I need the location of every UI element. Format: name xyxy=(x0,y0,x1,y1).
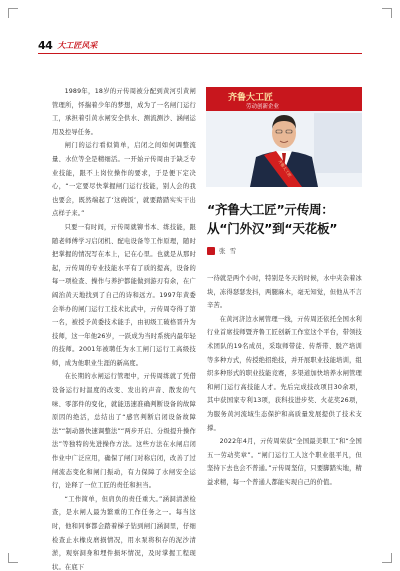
banner-subtext: 劳动创新企业 xyxy=(246,104,280,110)
article-title xyxy=(207,200,367,238)
portrait-photo xyxy=(206,87,362,187)
title-line-2: 从“门外汉”到“天花板” xyxy=(207,221,338,236)
title-line-1: “齐鲁大工匠”亓传周： xyxy=(207,202,334,217)
article-paragraph: 在黄河济边水闸管理一线，亓传周还依托全国水利行业首席技师暨齐鲁工匠创新工作室这个平台，带领技术团队的19名成员，采取师带徒、传帮带、脱产培训等多种方式，传授绝招绝技，并开展职业技能培训，组织多种形式的职业技能竞赛，多渠道加快培养水闸管理和闸门运行高技能人才。先后完成技改项目30余项，其中获国家专利13项，获科技进步奖、火花奖26项，为服务黄河流域生态保护和高质量发展提供了技术支撑。 xyxy=(207,315,362,432)
header-rule xyxy=(38,53,362,54)
article-paragraph: 1989年，18岁的亓传周被分配到黄河引黄闸管理所，怀揣着少年的梦想，成为了一名闸门运行工，承担着引黄水闸安全供水、测流测沙、涵闸运用及控导任务。 xyxy=(52,88,196,136)
crop-mark-top-left xyxy=(8,8,18,18)
portrait-illustration xyxy=(206,87,362,187)
banner-text: 齐鲁大工匠 xyxy=(228,93,274,103)
crop-mark-top-right xyxy=(382,8,392,18)
article-paragraph: 只要一有时间，亓传周就铆书本、练技能，跟随老师傅学习启闭机、配电设备等工作原理，随时把掌握的情况写在本上，记在心里。也就是从那时起，亓传周的专业技能水平有了质的提高，设备的每一项检查、操作与养护都能做到游刃有余，在广阔治黄天地找到了自己的诗和远方。1997年黄委会举办的闸门运行工技术比武中，亓传周夺得了第一名，被授予黄委技术能手，由初级工破格晋升为技师，这一年他26岁，一跃成为当时系统内最年轻的技师。2001年被聘任为水工闸门运行工高级技师，成为他职业生涯的新高度。 xyxy=(52,223,196,367)
column-name: 大工匠风采 xyxy=(57,40,98,50)
article-paragraph: “工作简单，但肩负的责任重大。”涵洞清淤检查，是水闸人最为繁重的工作任务之一。每当这时，他和同事都会踏着梯子钻到闸门涵洞里，仔细检查止水橡皮磨损情况，用水泵将积存的泥沙清淤，观察洞身和埋件损坏情况，及时掌握工程现状。在底下 xyxy=(52,495,196,571)
sash-text: 齐鲁大工匠 xyxy=(277,158,293,178)
byline xyxy=(207,246,237,255)
crop-mark-bottom-left xyxy=(8,553,18,563)
article-paragraph: 在长期的水闸运行管理中，亓传周练就了凭借设备运行时温度的改变、发出的声音、散发的气味、零部件的变化，就能迅速准确判断设备的故障原因的绝活，总结出了“感官判断启闭设备故障法”“制动器快速调整法”“两步开启、分级提升操作法”等独特的先进操作方法。这些方法在水闸启闭作业中广泛应用，确保了闸门对称启闭，改善了过闸流态变化和闸门振动，有力保障了水闸安全运行，诠释了一位工匠的责任和担当。 xyxy=(52,373,196,490)
article-right-column xyxy=(207,272,362,490)
author-name: 张 雪 xyxy=(219,247,238,255)
crop-mark-bottom-right xyxy=(382,553,392,563)
page-header xyxy=(38,38,97,52)
article-paragraph: 一待就是两个小时，特别是冬天的时候，水中夹杂着冰块，冻得瑟瑟发抖，两腿麻木，毫无知觉，但他从不言辛苦。 xyxy=(207,275,362,310)
page-number: 44 xyxy=(38,38,53,52)
article-left-column xyxy=(52,85,196,571)
article-paragraph: 闸门的运行看似简单，启闭之间如何调整流量、水位等全是精细活。一开始亓传周由于缺乏专业技能，跟不上岗位操作的要求，于是便下定决心，“一定要尽快掌握闸门运行技能，别人会的我也要会，既然端起了‘这碗饭’，就要踏踏实实干出点样子来。” xyxy=(52,142,196,218)
article-paragraph: 2022年4月，亓传周荣获“全国最美职工”和“全国五一劳动奖章”。“闸门运行工人这个职业很平凡，但坚持下去也会不普通。”亓传周坚信，只要脚踏实地，精益求精，每一个普通人都能实现自己的价值。 xyxy=(207,438,362,486)
byline-marker xyxy=(207,247,215,255)
